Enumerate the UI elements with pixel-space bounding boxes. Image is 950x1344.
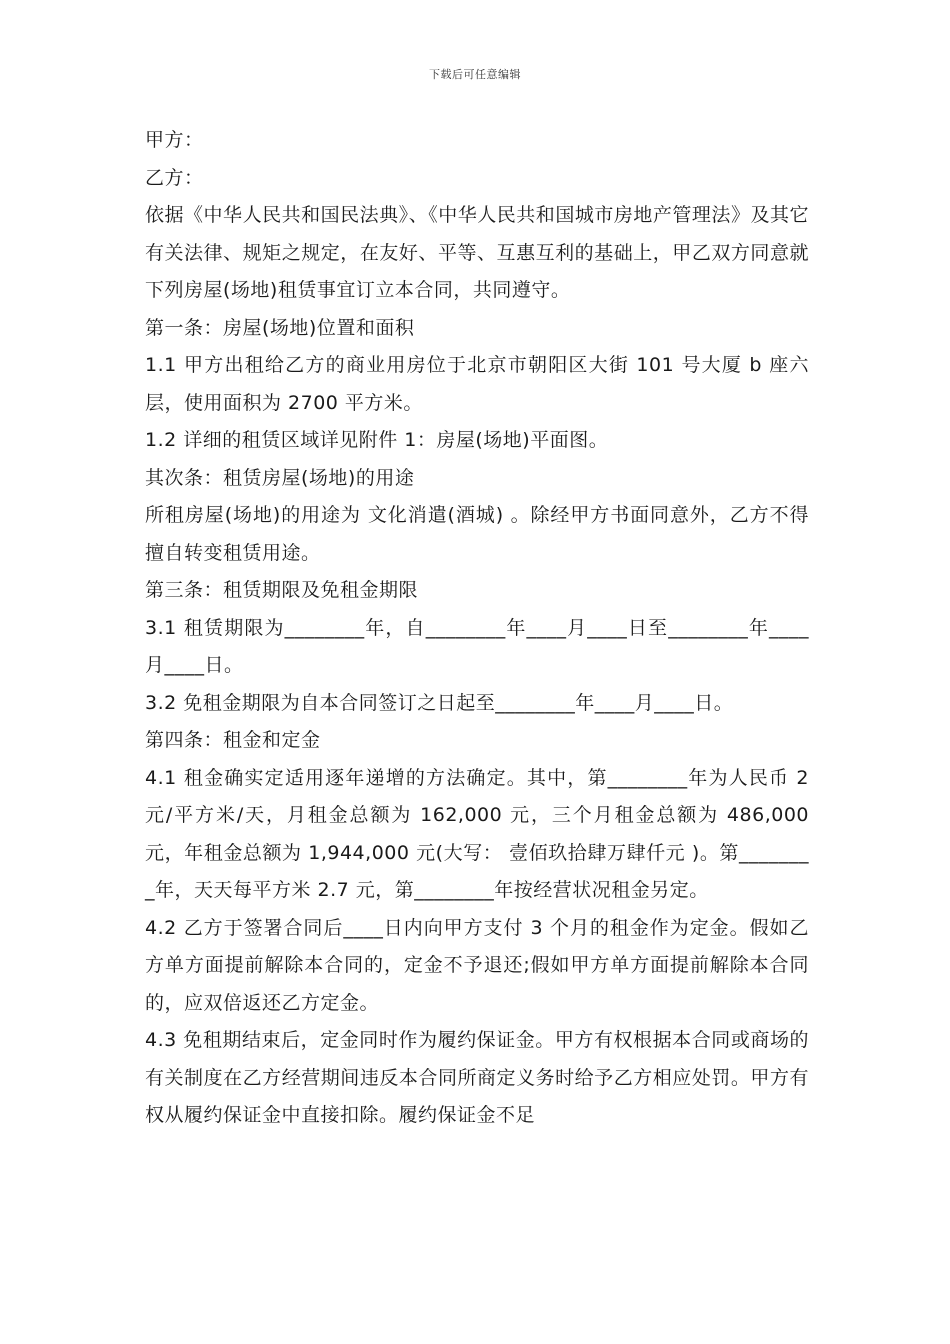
article-2-heading: 其次条：租赁房屋(场地)的用途: [145, 466, 415, 489]
article-3-heading: 第三条：租赁期限及免租金期限: [145, 579, 419, 601]
clause-1-1: 1.1 甲方出租给乙方的商业用房位于北京市朝阳区大街 101 号大厦 b 座六层，使用面积为 2700 平方米。: [145, 354, 809, 414]
article-4-heading: 第四条：租金和定金: [145, 729, 321, 751]
preamble-paragraph: 依据《中华人民共和国民法典》、《中华人民共和国城市房地产管理法》及其它有关法律、规矩之规定，在友好、平等、互惠互利的基础上，甲乙双方同意就下列房屋(场地)租赁事宜订立本合同，共同遵守。: [145, 204, 809, 301]
clause-4-3: 4.3 免租期结束后，定金同时作为履约保证金。甲方有权根据本合同或商场的有关制度在乙方经营期间违反本合同所商定义务时给予乙方相应处罚。甲方有权从履约保证金中直接扣除。履约保证金不足: [145, 1029, 809, 1126]
clause-1-2: 1.2 详细的租赁区域详见附件 1：房屋(场地)平面图。: [145, 429, 609, 451]
article-2-paragraph: 所租房屋(场地)的用途为 文化消遣(酒城) 。除经甲方书面同意外，乙方不得擅自转变租赁用途。: [145, 504, 809, 564]
clause-4-2: 4.2 乙方于签署合同后____日内向甲方支付 3 个月的租金作为定金。假如乙方单方面提前解除本合同的，定金不予退还;假如甲方单方面提前解除本合同的，应双倍返还乙方定金。: [145, 916, 809, 1014]
clause-4-1: 4.1 租金确实定适用逐年递增的方法确定。其中，第________年为人民币 2 元/平方米/天，月租金总额为 162,000 元，三个月租金总额为 486,000 元，年租金总额为 1,944,000 元(大写： 壹佰玖拾肆万肆仟元 )。第________年，天天每平方米 2.7 元，第________年按经营状况租金另定。: [145, 766, 809, 901]
clause-3-1: 3.1 租赁期限为________年，自________年____月____日至________年____月____日。: [145, 616, 809, 676]
party-b-line: 乙方：: [145, 166, 204, 189]
party-a-line: 甲方：: [145, 129, 204, 151]
contract-body: [145, 122, 809, 1135]
clause-3-2: 3.2 免租金期限为自本合同签订之日起至________年____月____日。: [145, 691, 734, 714]
article-1-heading: 第一条：房屋(场地)位置和面积: [145, 316, 415, 339]
page-header: 下载后可任意编辑: [429, 68, 521, 81]
